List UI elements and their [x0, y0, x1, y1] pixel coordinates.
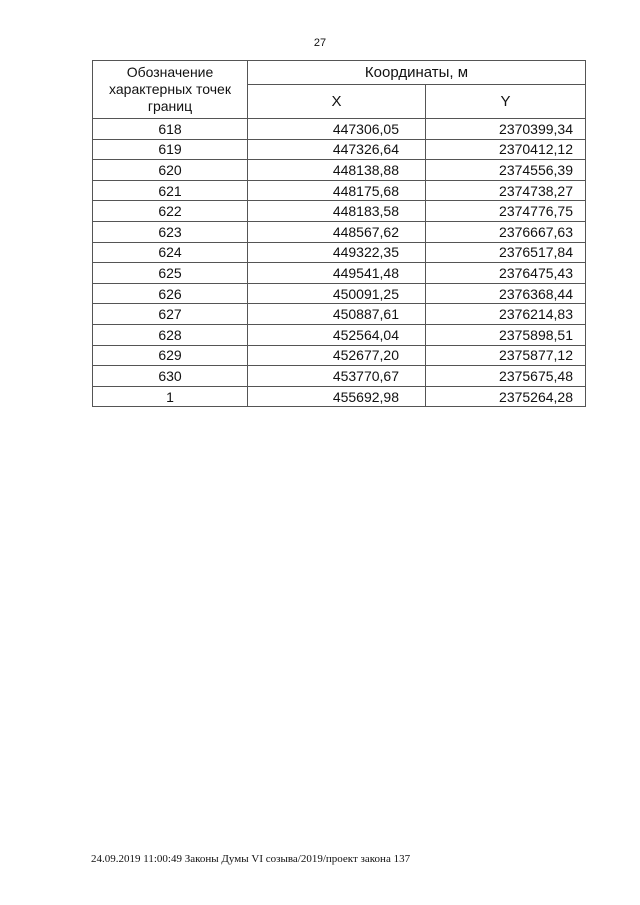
- y-cell: 2375898,51: [426, 324, 586, 345]
- table-row: [93, 160, 586, 181]
- page-number: 27: [313, 37, 327, 49]
- point-cell: 619: [93, 139, 248, 160]
- y-cell: 2370399,34: [426, 119, 586, 140]
- x-cell: 453770,67: [248, 366, 426, 387]
- y-cell: 2374556,39: [426, 160, 586, 181]
- coordinates-table: [92, 60, 586, 407]
- header-coordinates: Координаты, м: [248, 61, 586, 85]
- table-row: [93, 324, 586, 345]
- y-cell: 2376667,63: [426, 221, 586, 242]
- point-cell: 623: [93, 221, 248, 242]
- y-cell: 2374776,75: [426, 201, 586, 222]
- table-row: [93, 180, 586, 201]
- x-cell: 448138,88: [248, 160, 426, 181]
- footer-stamp: 24.09.2019 11:00:49 Законы Думы VI созыва/2019/проект закона 137: [91, 853, 411, 865]
- y-cell: 2376368,44: [426, 283, 586, 304]
- x-cell: 449541,48: [248, 263, 426, 284]
- point-cell: 618: [93, 119, 248, 140]
- table-row: [93, 139, 586, 160]
- point-cell: 626: [93, 283, 248, 304]
- point-cell: 622: [93, 201, 248, 222]
- point-cell: 625: [93, 263, 248, 284]
- x-cell: 448175,68: [248, 180, 426, 201]
- point-cell: 620: [93, 160, 248, 181]
- point-cell: 630: [93, 366, 248, 387]
- x-cell: 455692,98: [248, 386, 426, 407]
- header-y: Y: [426, 85, 586, 119]
- y-cell: 2375264,28: [426, 386, 586, 407]
- table-body: [93, 119, 586, 407]
- x-cell: 452677,20: [248, 345, 426, 366]
- y-cell: 2374738,27: [426, 180, 586, 201]
- table-row: [93, 386, 586, 407]
- y-cell: 2375877,12: [426, 345, 586, 366]
- table-row: [93, 283, 586, 304]
- y-cell: 2376475,43: [426, 263, 586, 284]
- table-row: [93, 242, 586, 263]
- point-cell: 621: [93, 180, 248, 201]
- point-cell: 627: [93, 304, 248, 325]
- x-cell: 447306,05: [248, 119, 426, 140]
- header-x: X: [248, 85, 426, 119]
- x-cell: 449322,35: [248, 242, 426, 263]
- y-cell: 2376517,84: [426, 242, 586, 263]
- table-row: [93, 119, 586, 140]
- table-row: [93, 221, 586, 242]
- point-cell: 628: [93, 324, 248, 345]
- x-cell: 452564,04: [248, 324, 426, 345]
- x-cell: 447326,64: [248, 139, 426, 160]
- table-row: [93, 263, 586, 284]
- header-designation: Обозначение характерных точек границ: [93, 61, 248, 119]
- table-row: [93, 201, 586, 222]
- point-cell: 1: [93, 386, 248, 407]
- x-cell: 448183,58: [248, 201, 426, 222]
- x-cell: 448567,62: [248, 221, 426, 242]
- point-cell: 624: [93, 242, 248, 263]
- table-row: [93, 366, 586, 387]
- table-row: [93, 345, 586, 366]
- table-row: [93, 304, 586, 325]
- x-cell: 450091,25: [248, 283, 426, 304]
- point-cell: 629: [93, 345, 248, 366]
- x-cell: 450887,61: [248, 304, 426, 325]
- y-cell: 2376214,83: [426, 304, 586, 325]
- y-cell: 2370412,12: [426, 139, 586, 160]
- y-cell: 2375675,48: [426, 366, 586, 387]
